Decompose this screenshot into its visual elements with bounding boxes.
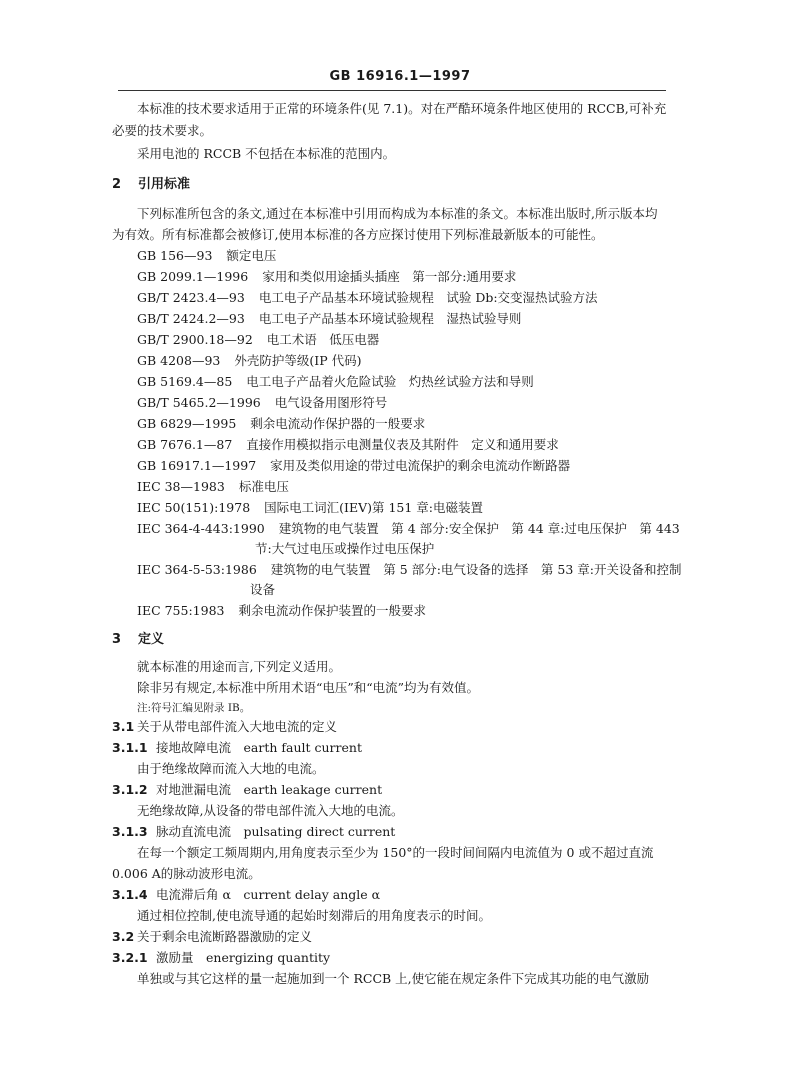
clause-term: 对地泄漏电流 earth leakage current [156,782,383,797]
clause-number: 3.1.2 [112,782,148,797]
section-3-title: 定义 [138,632,165,647]
section-3-number: 3 [112,632,122,647]
intro-paragraph-line-1: 本标准的技术要求适用于正常的环境条件(见 7.1)。对在严酷环境条件地区使用的 RCCB,可补充 [137,101,667,116]
reference-item [137,374,534,390]
clause-title: 关于剩余电流断路器激励的定义 [137,929,313,944]
reference-item [137,500,483,516]
reference-code: GB/T 2424.2—93 [137,311,245,326]
section-3-paragraph-1: 就本标准的用途而言,下列定义适用。 [137,659,341,674]
clause-term: 电流滞后角 α current delay angle α [156,887,381,902]
clause-term: 激励量 energizing quantity [156,950,331,965]
clause-3-1-2-definition: 无绝缘故障,从设备的带电部件流入大地的电流。 [137,803,404,818]
reference-item [137,248,276,264]
reference-code: GB 4208—93 [137,353,221,368]
reference-item [137,479,289,495]
reference-code: GB 16917.1—1997 [137,458,257,473]
page-header: GB 16916.1—1997 [329,69,471,84]
header-rule [118,90,666,91]
reference-code: IEC 364-4-443:1990 [137,521,265,536]
clause-number: 3.1 [112,719,135,734]
reference-code: IEC 38—1983 [137,479,225,494]
clause-number: 3.1.1 [112,740,148,755]
reference-item-continuation [250,582,275,598]
reference-item [137,416,425,432]
reference-code: GB/T 2423.4—93 [137,290,245,305]
reference-title: 电工电子产品基本环境试验规程 试验 Db:交变湿热试验方法 [258,290,598,305]
clause-3-1-heading [112,719,337,735]
section-3-note: 注:符号汇编见附录 IB。 [137,702,251,714]
reference-title: 家用及类似用途的带过电流保护的剩余电流动作断路器 [270,458,571,473]
reference-code: IEC 50(151):1978 [137,500,251,515]
reference-item [137,395,387,411]
section-3-paragraph-2: 除非另有规定,本标准中所用术语“电压”和“电流”均为有效值。 [137,680,480,695]
clause-3-2-1-definition: 单独或与其它这样的量一起施加到一个 RCCB 上,使它能在规定条件下完成其功能的电气激励 [137,971,650,986]
reference-code: GB 6829—1995 [137,416,237,431]
clause-3-1-1-definition: 由于绝缘故障而流入大地的电流。 [137,761,325,776]
intro-paragraph-2: 采用电池的 RCCB 不包括在本标准的范围内。 [137,146,396,161]
reference-title: 电工电子产品着火危险试验 灼热丝试验方法和导则 [246,374,534,389]
reference-code: GB/T 2900.18—92 [137,332,253,347]
reference-item [137,458,570,474]
reference-title: 剩余电流动作保护装置的一般要求 [238,603,426,618]
reference-item [137,562,681,578]
section-2-heading [112,177,190,193]
section-2-paragraph-line-1: 下列标准所包含的条文,通过在本标准中引用而构成为本标准的条文。本标准出版时,所示版本均 [137,206,658,221]
intro-paragraph-line-2: 必要的技术要求。 [112,123,213,138]
clause-term: 脉动直流电流 pulsating direct current [156,824,396,839]
clause-3-1-4-definition: 通过相位控制,使电流导通的起始时刻滞后的用角度表示的时间。 [137,908,491,923]
reference-code: GB 5169.4—85 [137,374,233,389]
reference-code: IEC 755:1983 [137,603,225,618]
reference-item [137,353,361,369]
clause-term: 接地故障电流 earth fault current [156,740,362,755]
reference-title: 电气设备用图形符号 [274,395,388,410]
clause-3-2-heading [112,929,312,945]
section-2-number: 2 [112,177,122,192]
reference-title: 直接作用模拟指示电测量仪表及其附件 定义和通用要求 [246,437,559,452]
reference-title: 标准电压 [238,479,289,494]
reference-code: GB 156—93 [137,248,213,263]
reference-title: 剩余电流动作保护器的一般要求 [250,416,426,431]
reference-title: 外壳防护等级(IP 代码) [234,353,362,368]
clause-3-1-3-definition-line-2: 0.006 A的脉动波形电流。 [112,866,261,881]
reference-title: 额定电压 [226,248,277,263]
reference-title: 电工电子产品基本环境试验规程 湿热试验导则 [258,311,522,326]
reference-item [137,437,559,453]
clause-number: 3.1.4 [112,887,148,902]
clause-number: 3.2.1 [112,950,148,965]
reference-title: 建筑物的电气装置 第 4 部分:安全保护 第 44 章:过电压保护 第 443 [278,521,680,536]
reference-item [137,603,426,619]
reference-item [137,332,379,348]
clause-title: 关于从带电部件流入大地电流的定义 [137,719,338,734]
reference-title: 家用和类似用途插头插座 第一部分:通用要求 [262,269,517,284]
reference-item-continuation [255,541,434,557]
reference-title: 建筑物的电气装置 第 5 部分:电气设备的选择 第 53 章:开关设备和控制 [270,562,682,577]
reference-code: GB 7676.1—87 [137,437,233,452]
reference-item [137,269,516,285]
reference-code: GB 2099.1—1996 [137,269,249,284]
reference-code: IEC 364-5-53:1986 [137,562,257,577]
reference-title: 国际电工词汇(IEV)第 151 章:电磁装置 [264,500,484,515]
reference-title: 电工术语 低压电器 [266,332,380,347]
clause-3-1-3-heading [112,824,395,840]
clause-3-1-3-definition-line-1: 在每一个额定工频周期内,用角度表示至少为 150°的一段时间间隔内电流值为 0 或不超过直流 [137,845,654,860]
section-3-heading [112,632,164,648]
clause-3-1-4-heading [112,887,380,903]
reference-item [137,521,680,537]
section-2-paragraph-line-2: 为有效。所有标准都会被修订,使用本标准的各方应探讨使用下列标准最新版本的可能性。 [112,227,604,242]
clause-number: 3.2 [112,929,135,944]
clause-3-1-2-heading [112,782,382,798]
reference-code: GB/T 5465.2—1996 [137,395,261,410]
section-2-title: 引用标准 [138,177,191,192]
reference-title: 设备 [250,582,276,597]
reference-title: 节:大气过电压或操作过电压保护 [255,541,435,556]
reference-item [137,311,521,327]
clause-3-1-1-heading [112,740,362,756]
clause-number: 3.1.3 [112,824,148,839]
clause-3-2-1-heading [112,950,330,966]
reference-item [137,290,598,306]
